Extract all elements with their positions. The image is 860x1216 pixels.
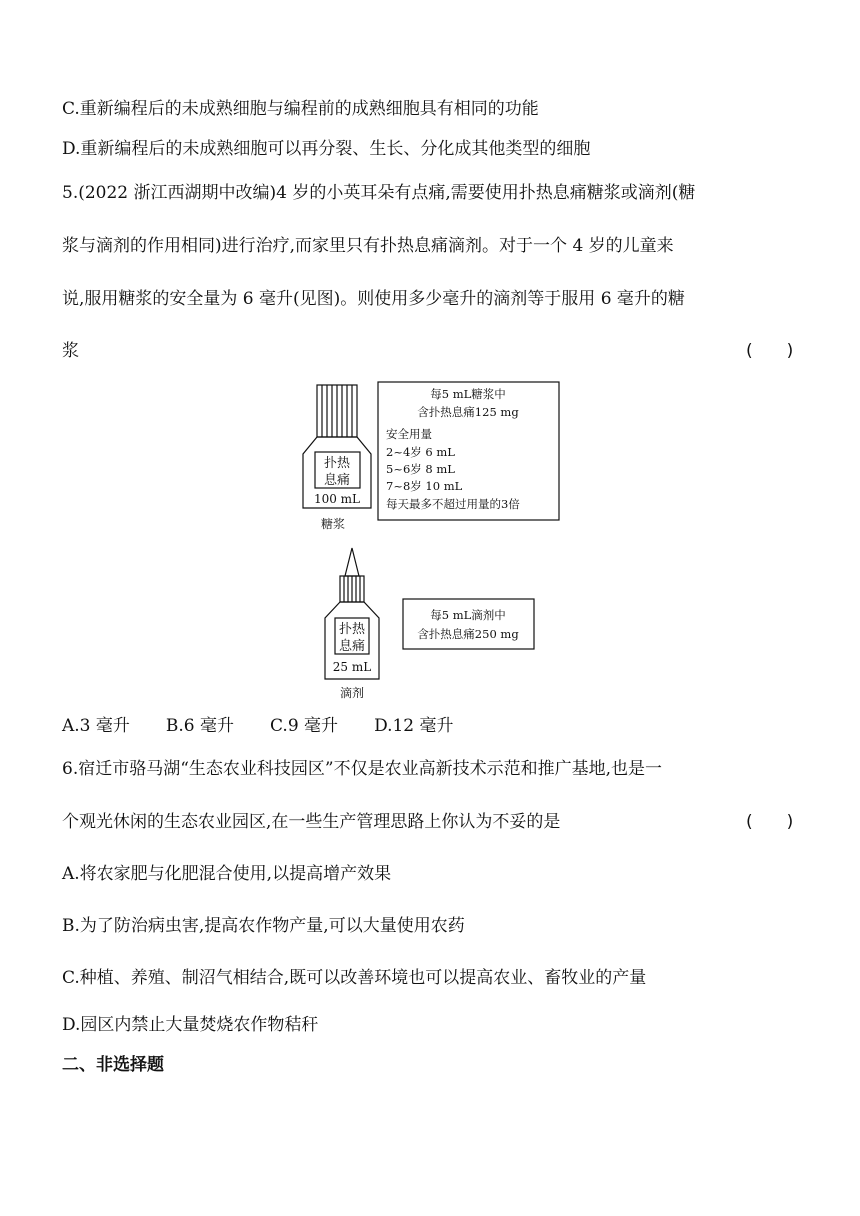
syrup-volume: 100 mL xyxy=(313,492,361,506)
q6-option-d: D.园区内禁止大量焚烧农作物秸秆 xyxy=(62,1015,319,1035)
drops-label-line2: 息痛 xyxy=(338,639,366,654)
q4-option-d: D.重新编程后的未成熟细胞可以再分裂、生长、分化成其他类型的细胞 xyxy=(62,139,591,159)
drops-caption: 滴剂 xyxy=(339,686,365,700)
q5-line-3: 说,服用糖浆的安全量为 6 毫升(见图)。则使用多少毫升的滴剂等于服用 6 毫升的糖 xyxy=(62,289,685,309)
syrup-info-line: 7~8岁 10 mL xyxy=(386,479,463,493)
q5-option-b: B.6 毫升 xyxy=(165,716,235,736)
q6-line-2: 个观光休闲的生态农业园区,在一些生产管理思路上你认为不妥的是 xyxy=(62,812,561,832)
section-title: 二、非选择题 xyxy=(62,1055,164,1075)
drops-info-line: 含扑热息痛250 mg xyxy=(417,627,519,641)
syrup-label-line1: 扑热 xyxy=(323,456,351,471)
syrup-info-line: 每天最多不超过用量的3倍 xyxy=(386,497,520,511)
syrup-info-line: 5~6岁 8 mL xyxy=(386,462,455,476)
syrup-info-line: 每5 mL糖浆中 xyxy=(430,387,506,401)
q5-option-a: A.3 毫升 xyxy=(62,716,130,736)
q4-option-c: C.重新编程后的未成熟细胞与编程前的成熟细胞具有相同的功能 xyxy=(62,99,539,119)
syrup-caption: 糖浆 xyxy=(320,517,346,531)
q6-line-1: 6.宿迁市骆马湖“生态农业科技园区”不仅是农业高新技术示范和推广基地,也是一 xyxy=(62,759,663,779)
q5-answer-paren: ( ) xyxy=(746,341,794,361)
drops-info-line: 每5 mL滴剂中 xyxy=(430,608,506,622)
q5-options xyxy=(62,714,490,738)
medicine-figure xyxy=(295,378,595,708)
q6-answer-paren: ( ) xyxy=(746,812,794,832)
drops-volume: 25 mL xyxy=(332,660,372,674)
q5-line-2: 浆与滴剂的作用相同)进行治疗,而家里只有扑热息痛滴剂。对于一个 4 岁的儿童来 xyxy=(62,236,674,256)
q5-option-c: C.9 毫升 xyxy=(270,716,339,736)
drops-label-line1: 扑热 xyxy=(338,622,366,637)
q6-option-a: A.将农家肥与化肥混合使用,以提高增产效果 xyxy=(62,864,392,884)
q5-option-d: D.12 毫升 xyxy=(374,716,454,736)
q6-option-c: C.种植、养殖、制沼气相结合,既可以改善环境也可以提高农业、畜牧业的产量 xyxy=(62,968,647,988)
syrup-bottle-icon xyxy=(303,385,371,508)
syrup-info-line: 含扑热息痛125 mg xyxy=(417,405,519,419)
q5-line-1: 5.(2022 浙江西湖期中改编)4 岁的小英耳朵有点痛,需要使用扑热息痛糖浆或滴剂(糖 xyxy=(62,183,696,203)
syrup-label-line2: 息痛 xyxy=(323,473,351,488)
syrup-info-line: 2~4岁 6 mL xyxy=(386,445,455,459)
drops-info-box xyxy=(403,599,534,649)
q5-line-4: 浆 xyxy=(62,341,79,361)
syrup-info-line: 安全用量 xyxy=(386,427,432,441)
q6-option-b: B.为了防治病虫害,提高农作物产量,可以大量使用农药 xyxy=(62,916,465,936)
